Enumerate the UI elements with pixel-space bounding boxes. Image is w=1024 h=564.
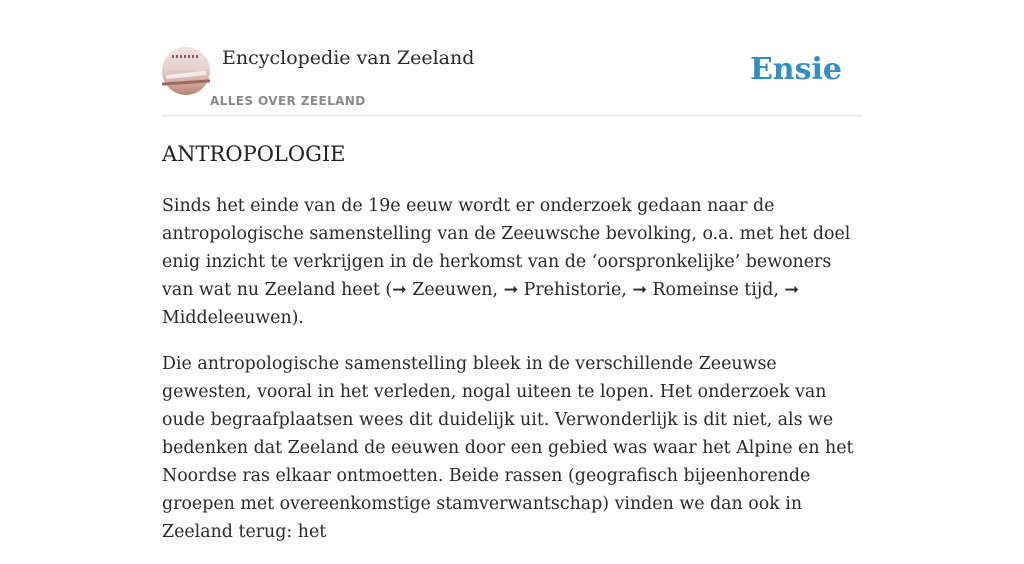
avatar-detail — [166, 71, 206, 79]
site-subtitle: ALLES OVER ZEELAND — [210, 94, 366, 108]
ensie-logo-link[interactable]: Ensie — [749, 52, 842, 87]
avatar-detail — [162, 79, 210, 85]
article-paragraph: Die antropologische samenstelling bleek in de verschillende Zeeuwse gewesten, vooral in het verleden, nogal uiteen te lopen. Het onderzoek van oude begraafplaatsen wees dit duidelijk uit. Verwonderlijk is dit niet, als we bedenken dat Zeeland de eeuwen door een gebied was waar het Alpine en het Noordse ras elkaar ontmoetten. Beide rassen (geografisch bijeenhorende groepen met overeenkomstige stamverwantschap) vinden we dan ook in Zeeland terug: het — [162, 354, 854, 542]
article-title: ANTROPOLOGIE — [162, 142, 346, 166]
site-title[interactable]: Encyclopedie van Zeeland — [222, 47, 475, 69]
article — [162, 138, 862, 564]
article-paragraph: Sinds het einde van de 19e eeuw wordt er onderzoek gedaan naar de antropologische samenstelling van de Zeeuwsche bevolking, o.a. met het doel enig inzicht te verkrijgen in de herkomst van de ‘oorspronkelijke’ bewoners van wat nu Zeeland heet (➞ Zeeuwen, ➞ Prehistorie, ➞ Romeinse tijd, ➞ Middeleeuwen). — [162, 196, 851, 328]
avatar-detail — [172, 55, 200, 58]
site-header — [162, 47, 862, 116]
site-avatar[interactable] — [162, 47, 210, 95]
